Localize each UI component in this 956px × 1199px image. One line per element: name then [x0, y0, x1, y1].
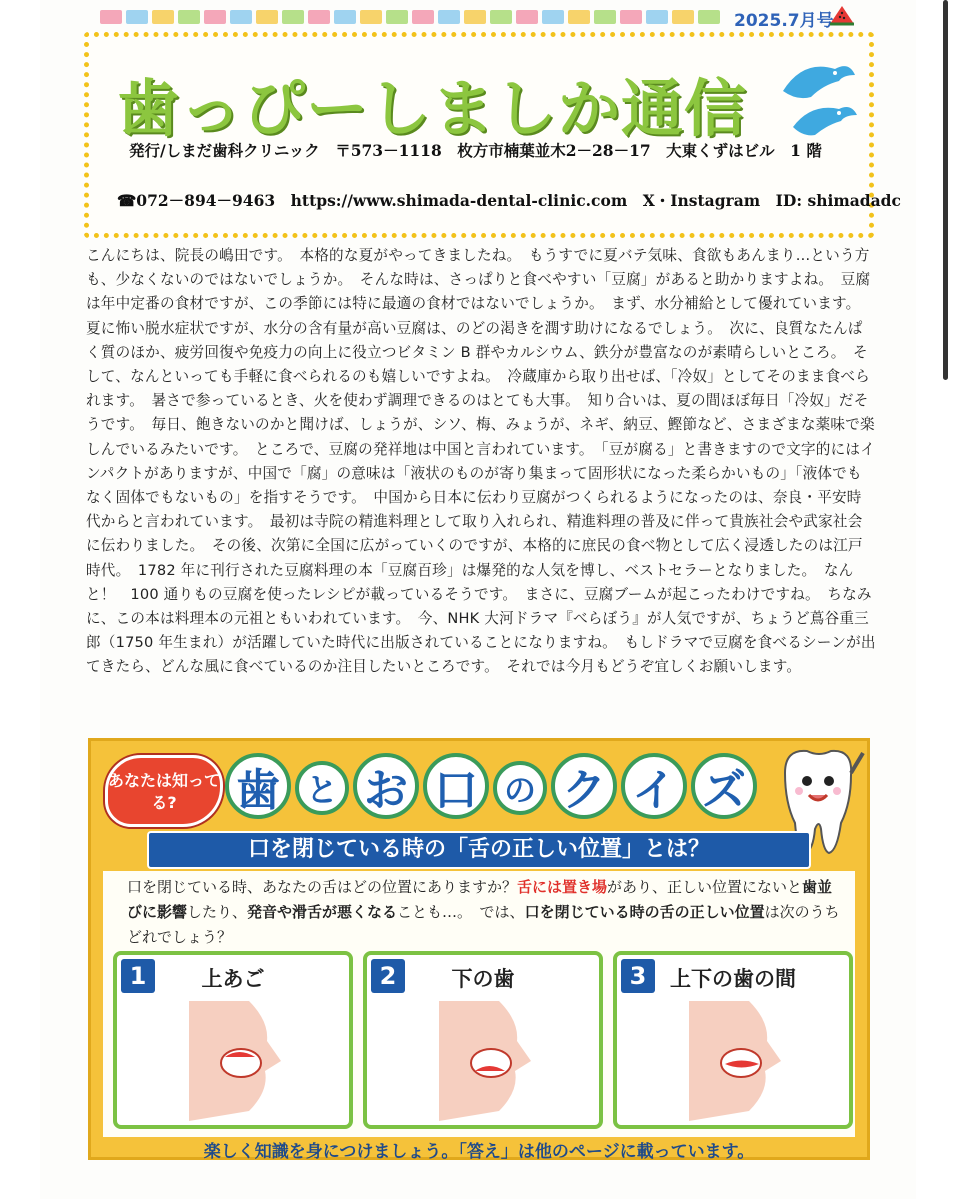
quiz-text-part: 口を閉じている時、あなたの舌はどの位置にありますか？ [127, 878, 518, 896]
option-number: 3 [621, 959, 655, 993]
quiz-text-bold: 発音や滑舌が悪くなる [247, 903, 398, 921]
quiz-text-bold: 口を閉じている時の舌の正しい位置 [524, 903, 765, 921]
quiz-option-1[interactable] [113, 951, 353, 1129]
face-profile-illustration [439, 1001, 539, 1121]
quiz-title-char: の [493, 761, 547, 815]
quiz-title-char: イ [621, 753, 687, 819]
quiz-panel [103, 871, 855, 1137]
quiz-title-char: ク [551, 753, 617, 819]
contact-line: ☎072－894－9463 https://www.shimada-dental-clinic.com X・Instagram ID: shimadadc [117, 191, 901, 210]
quiz-option-3[interactable] [613, 951, 853, 1129]
issue-label: 2025.7月号 [734, 11, 834, 31]
face-profile-illustration [689, 1001, 789, 1121]
greeting-article: こんにちは、院長の嶋田です。 本格的な夏がやってきましたね。 もうすでに夏バテ気味、食欲もあんまり…という方も、少なくないのではないでしょうか。 そんな時は、さっぱりと食べやすい「豆腐」があると助かりますよね。 豆腐は年中定番の食材ですが、この季節には特に最適の食材ではないでしょうか。 まず、水分補給として優れています。 夏に怖い脱水症状ですが、水分の含有量が高い豆腐は、のどの渇きを潤す助けになるでしょう。 次に、良質なたんぱく質のほか、疲労回復や免疫力の向上に役立つビタミン B 群やカルシウム、鉄分が豊富なのが素晴らしいところ。 そして、なんといっても手軽に食べられるのも嬉しいですよね。 冷蔵庫から取り出せば、「冷奴」としてそのまま食べられます。 暑さで参っているとき、火を使わず調理できるのはとても大事。 知り合いは、夏の間ほぼ毎日「冷奴」だそうです。 毎日、飽きないのかと聞けば、しょうが、シソ、梅、みょうが、ネギ、納豆、鰹節など、さまざまな薬味で楽しんでいるみたいです。 ところで、豆腐の発祥地は中国と言われています。 「豆が腐る」と書きますので文字的にはインパクトがありますが、中国で「腐」の意味は「液状のものが寄り集まって固形状になった柔らかいもの」「液体でもなく固体でもないもの」を指すそうです。 中国から日本に伝わり豆腐がつくられるようになったのは、奈良・平安時代からと言われています。 最初は寺院の精進料理として取り入れられ、精進料理の普及に伴って貴族社会や武家社会に伝わりました。 その後、次第に全国に広がっていくのですが、本格的に庶民の食べ物として広く浸透したのは江戸時代。 1782 年に刊行された豆腐料理の本「豆腐百珍」は爆発的な人気を博し、ベストセラーとなりました。 なんと！ 100 通りもの豆腐を使ったレシピが載っているそうです。 まさに、豆腐ブームが起こったわけですね。 ちなみに、この本は料理本の元祖ともいわれています。 今、NHK 大河ドラマ『べらぼう』が人気ですが、ちょうど蔦谷重三郎（1750 年生まれ）が活躍していた時代に出版されていることになりますね。 もしドラマで豆腐を食べるシーンが出てきたら、どんな風に食べているのか注目したいところです。 それでは今月もどうぞ宜しくお願いします。 [86, 247, 876, 676]
quiz-question: 口を閉じている時の「舌の正しい位置」とは？ [147, 831, 811, 869]
quiz-description [127, 875, 847, 950]
quiz-text-bold: 歯並びに影響 [127, 878, 833, 921]
option-label: 下の歯 [451, 967, 515, 991]
quiz-title-char: と [295, 761, 349, 815]
watermelon-icon [828, 4, 856, 26]
publisher-line: 発行/しまだ歯科クリニック 〒573－1118 枚方市楠葉並木2－28－17 大東くずはビル 1 階 [129, 141, 822, 160]
option-number: 1 [121, 959, 155, 993]
quiz-title [225, 753, 757, 819]
option-label: 上下の歯の間 [670, 967, 796, 991]
newsletter-title: 歯っぴーしましか通信 [117, 72, 748, 145]
quiz-option-2[interactable] [363, 951, 603, 1129]
quiz-options [113, 951, 853, 1129]
face-profile-illustration [189, 1001, 289, 1121]
header-stripes [100, 10, 720, 24]
option-number: 2 [371, 959, 405, 993]
quiz-title-char: 歯 [225, 753, 291, 819]
quiz-badge: あなたは知ってる? [105, 755, 223, 827]
quiz-text-part: したり、 [187, 903, 248, 921]
quiz-text-part: は次のうちどれでしょう？ [127, 903, 840, 946]
quiz-text-highlight: 舌には置き場 [517, 878, 608, 896]
quiz-title-char: ズ [691, 753, 757, 819]
scrollbar[interactable] [943, 0, 948, 380]
quiz-text-part: ことも…。 では、 [397, 903, 525, 921]
option-label: 上あご [201, 967, 265, 991]
quiz-footer: 楽しく知識を身につけましょう。「答え」は他のページに載っています。 [203, 1142, 755, 1162]
quiz-text-part: があり、正しい位置にないと [607, 878, 803, 896]
quiz-title-char: 口 [423, 753, 489, 819]
quiz-title-char: お [353, 753, 419, 819]
dolphin-icon [773, 51, 865, 143]
quiz-section [88, 738, 870, 1160]
masthead [84, 32, 901, 238]
